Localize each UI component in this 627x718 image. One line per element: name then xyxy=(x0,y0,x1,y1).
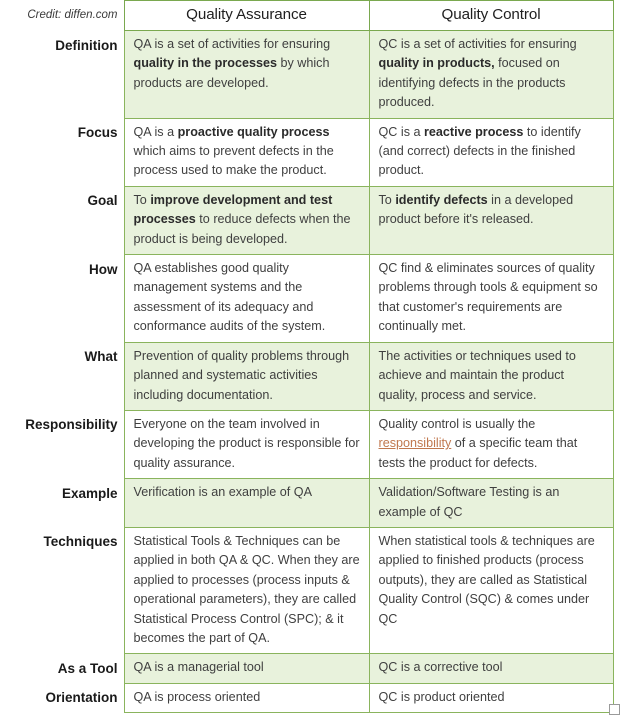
cell-quality-assurance: QA is process oriented xyxy=(124,683,369,712)
table-row xyxy=(0,654,613,683)
table-row xyxy=(0,683,613,712)
cell-quality-control: QC find & eliminates sources of quality problems through tools & equipment so that customer's requirements are continually met. xyxy=(369,255,613,343)
table-row xyxy=(0,31,613,119)
table-row xyxy=(0,342,613,410)
table-row xyxy=(0,118,613,186)
cell-quality-assurance: QA is a set of activities for ensuring quality in the processes by which products are developed. xyxy=(124,31,369,119)
row-label-as-a-tool: As a Tool xyxy=(0,654,124,683)
cell-quality-assurance: Verification is an example of QA xyxy=(124,479,369,528)
table-row xyxy=(0,479,613,528)
cell-quality-control: QC is a reactive process to identify (and correct) defects in the finished product. xyxy=(369,118,613,186)
row-label-goal: Goal xyxy=(0,186,124,254)
row-label-orientation: Orientation xyxy=(0,683,124,712)
credit-label: Credit: diffen.com xyxy=(0,1,124,31)
row-label-definition: Definition xyxy=(0,31,124,119)
responsibility-link[interactable]: responsibility xyxy=(378,436,452,451)
cell-quality-assurance: QA is a managerial tool xyxy=(124,654,369,683)
table-row xyxy=(0,255,613,343)
row-label-techniques: Techniques xyxy=(0,527,124,653)
emphasis-text: identify defects xyxy=(395,192,488,207)
cell-quality-control: QC is a corrective tool xyxy=(369,654,613,683)
emphasis-text: reactive process xyxy=(424,124,524,139)
column-header-quality-control: Quality Control xyxy=(369,1,613,31)
row-label-what: What xyxy=(0,342,124,410)
row-label-responsibility: Responsibility xyxy=(0,410,124,478)
cell-quality-assurance: Everyone on the team involved in developing the product is responsible for quality assurance. xyxy=(124,410,369,478)
emphasis-text: proactive quality process xyxy=(177,124,330,139)
cell-quality-control: When statistical tools & techniques are applied to finished products (process outputs), they are called as Statistical Quality Control (SQC) & comes under QC xyxy=(369,527,613,653)
cell-quality-control: To identify defects in a developed product before it's released. xyxy=(369,186,613,254)
cell-quality-assurance: QA is a proactive quality process which aims to prevent defects in the process used to make the product. xyxy=(124,118,369,186)
column-header-quality-assurance: Quality Assurance xyxy=(124,1,369,31)
cell-quality-assurance: To improve development and test processes to reduce defects when the product is being developed. xyxy=(124,186,369,254)
emphasis-text: improve development and test processes xyxy=(133,192,333,227)
cell-quality-assurance: QA establishes good quality management systems and the assessment of its adequacy and conformance audits of the system. xyxy=(124,255,369,343)
table-row xyxy=(0,410,613,478)
cell-quality-control: Validation/Software Testing is an example of QC xyxy=(369,479,613,528)
resize-handle[interactable] xyxy=(609,704,620,715)
row-label-example: Example xyxy=(0,479,124,528)
row-label-focus: Focus xyxy=(0,118,124,186)
cell-quality-control: Quality control is usually the responsibility of a specific team that tests the product for defects. xyxy=(369,410,613,478)
cell-quality-control: QC is a set of activities for ensuring quality in products, focused on identifying defects in the products produced. xyxy=(369,31,613,119)
table-row xyxy=(0,527,613,653)
cell-quality-assurance: Statistical Tools & Techniques can be applied in both QA & QC. When they are applied to processes (process inputs & operational parameters), they are called Statistical Process Control (SPC); & it becomes the part of QA. xyxy=(124,527,369,653)
emphasis-text: quality in the processes xyxy=(133,56,277,71)
cell-quality-control: QC is product oriented xyxy=(369,683,613,712)
table-body xyxy=(0,1,613,713)
row-label-how: How xyxy=(0,255,124,343)
cell-quality-assurance: Prevention of quality problems through planned and systematic activities including documentation. xyxy=(124,342,369,410)
cell-quality-control: The activities or techniques used to achieve and maintain the product quality, process and service. xyxy=(369,342,613,410)
emphasis-text: quality in products, xyxy=(378,56,495,71)
table-header-row xyxy=(0,1,613,31)
table-row xyxy=(0,186,613,254)
